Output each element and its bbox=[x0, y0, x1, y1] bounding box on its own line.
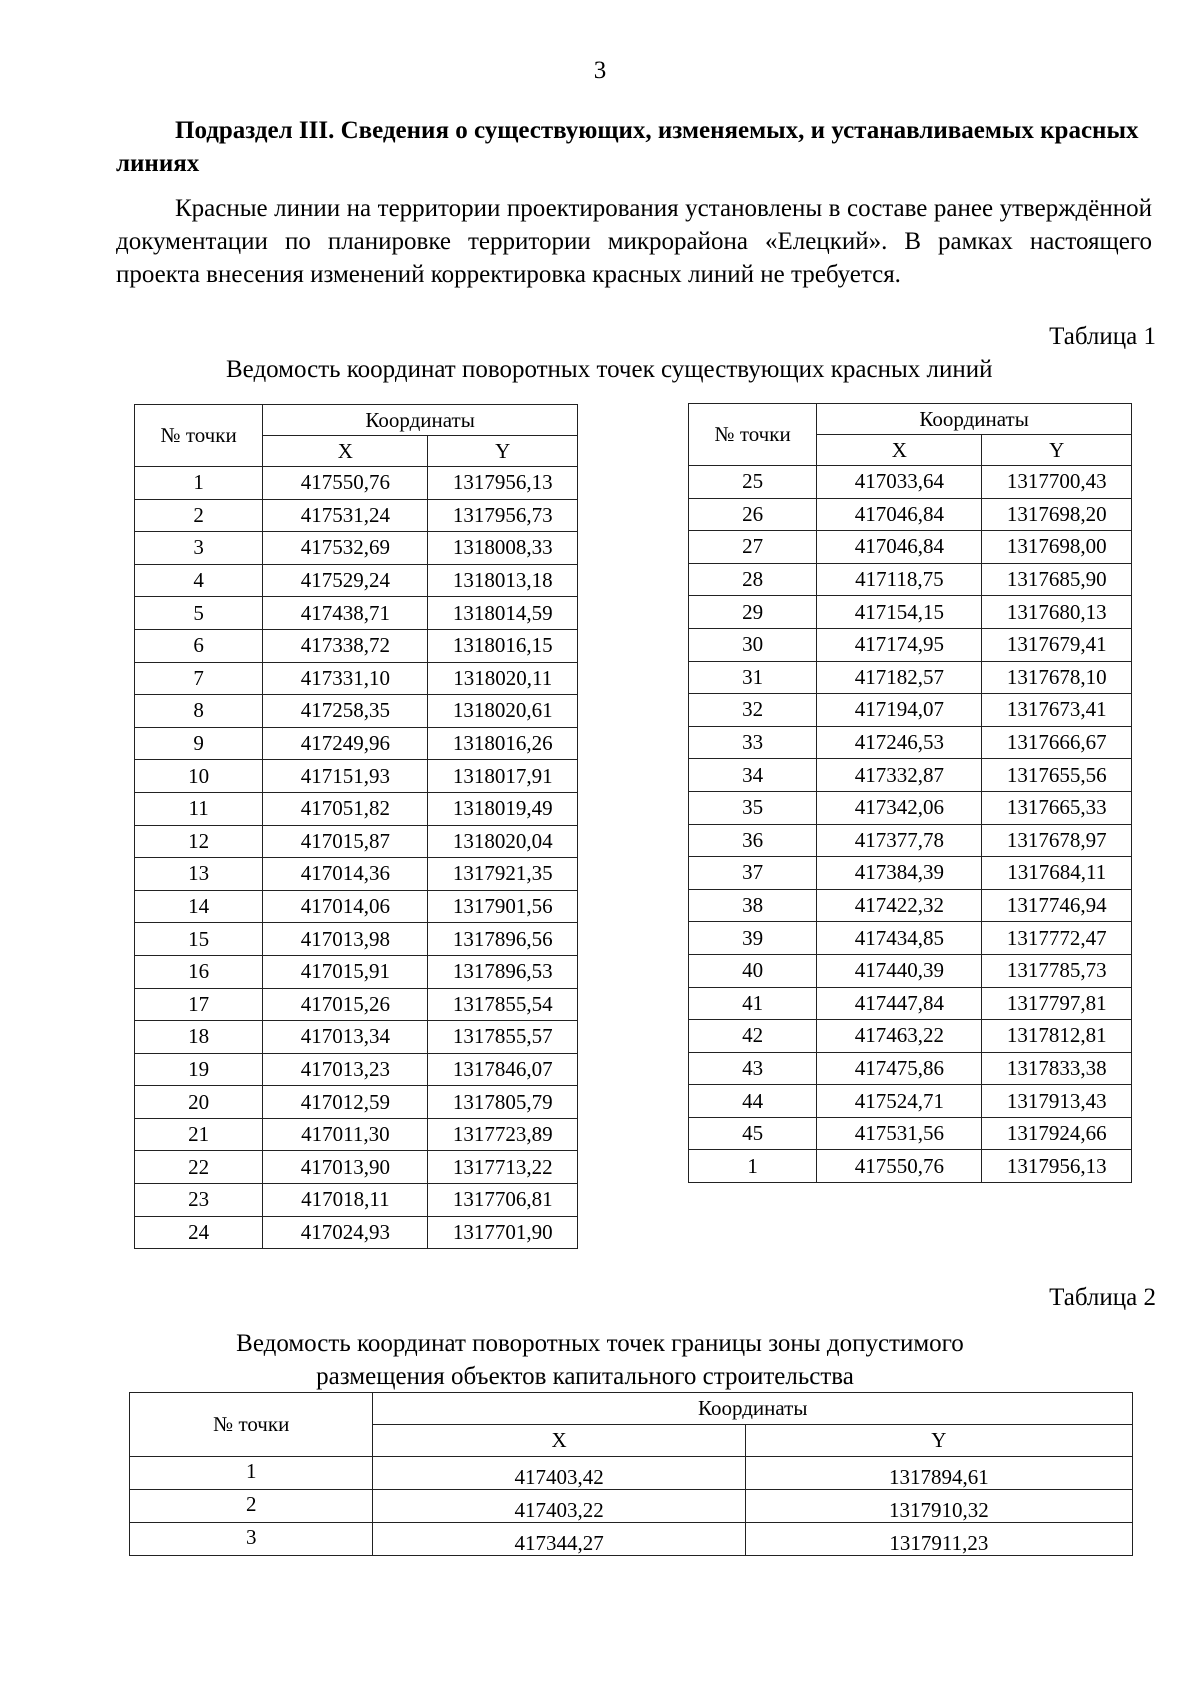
x-coordinate-cell: 417015,91 bbox=[263, 955, 428, 988]
y-coordinate-cell: 1317956,73 bbox=[428, 499, 578, 532]
table-row bbox=[135, 825, 578, 858]
y-coordinate-cell: 1317684,11 bbox=[982, 857, 1132, 890]
y-coordinate-cell: 1317896,56 bbox=[428, 923, 578, 956]
x-coordinate-cell: 417018,11 bbox=[263, 1184, 428, 1217]
x-coordinate-cell: 417051,82 bbox=[263, 792, 428, 825]
y-coordinate-cell: 1317673,41 bbox=[982, 694, 1132, 727]
x-coordinate-cell: 417403,42 bbox=[373, 1457, 745, 1490]
x-coordinate-cell: 417463,22 bbox=[817, 1020, 982, 1053]
header-y: Y bbox=[745, 1425, 1132, 1457]
x-coordinate-cell: 417332,87 bbox=[817, 759, 982, 792]
table-row bbox=[135, 629, 578, 662]
table2-caption: Таблица 2 bbox=[1049, 1284, 1156, 1311]
y-coordinate-cell: 1317698,20 bbox=[982, 498, 1132, 531]
table-row bbox=[135, 1021, 578, 1054]
point-number-cell: 8 bbox=[135, 695, 263, 728]
point-number-cell: 9 bbox=[135, 727, 263, 760]
point-number-cell: 45 bbox=[689, 1117, 817, 1150]
x-coordinate-cell: 417403,22 bbox=[373, 1490, 745, 1523]
x-coordinate-cell: 417194,07 bbox=[817, 694, 982, 727]
x-coordinate-cell: 417249,96 bbox=[263, 727, 428, 760]
y-coordinate-cell: 1318020,61 bbox=[428, 695, 578, 728]
point-number-cell: 41 bbox=[689, 987, 817, 1020]
point-number-cell: 2 bbox=[135, 499, 263, 532]
table-row bbox=[689, 954, 1132, 987]
table-row bbox=[135, 597, 578, 630]
x-coordinate-cell: 417338,72 bbox=[263, 629, 428, 662]
x-coordinate-cell: 417377,78 bbox=[817, 824, 982, 857]
table-row bbox=[689, 661, 1132, 694]
point-number-cell: 21 bbox=[135, 1118, 263, 1151]
x-coordinate-cell: 417258,35 bbox=[263, 695, 428, 728]
header-y: Y bbox=[982, 435, 1132, 466]
header-x: X bbox=[817, 435, 982, 466]
point-number-cell: 27 bbox=[689, 531, 817, 564]
y-coordinate-cell: 1317713,22 bbox=[428, 1151, 578, 1184]
x-coordinate-cell: 417033,64 bbox=[817, 466, 982, 499]
table1-title: Ведомость координат поворотных точек существующих красных линий bbox=[226, 356, 993, 383]
table-row bbox=[135, 760, 578, 793]
y-coordinate-cell: 1318020,04 bbox=[428, 825, 578, 858]
y-coordinate-cell: 1317956,13 bbox=[428, 467, 578, 500]
table-row bbox=[135, 955, 578, 988]
point-number-cell: 24 bbox=[135, 1216, 263, 1249]
table-row bbox=[689, 531, 1132, 564]
x-coordinate-cell: 417174,95 bbox=[817, 628, 982, 661]
table-row bbox=[135, 727, 578, 760]
point-number-cell: 43 bbox=[689, 1052, 817, 1085]
header-point: № точки bbox=[130, 1393, 373, 1457]
header-point: № точки bbox=[135, 405, 263, 467]
y-coordinate-cell: 1317698,00 bbox=[982, 531, 1132, 564]
x-coordinate-cell: 417524,71 bbox=[817, 1085, 982, 1118]
x-coordinate-cell: 417013,34 bbox=[263, 1021, 428, 1054]
point-number-cell: 33 bbox=[689, 726, 817, 759]
y-coordinate-cell: 1318019,49 bbox=[428, 792, 578, 825]
y-coordinate-cell: 1318016,15 bbox=[428, 629, 578, 662]
y-coordinate-cell: 1317655,56 bbox=[982, 759, 1132, 792]
table-row bbox=[689, 1117, 1132, 1150]
table-row bbox=[135, 1053, 578, 1086]
table-row bbox=[135, 858, 578, 891]
table1-caption: Таблица 1 bbox=[1049, 323, 1156, 350]
point-number-cell: 5 bbox=[135, 597, 263, 630]
x-coordinate-cell: 417013,98 bbox=[263, 923, 428, 956]
point-number-cell: 44 bbox=[689, 1085, 817, 1118]
y-coordinate-cell: 1317910,32 bbox=[745, 1490, 1132, 1523]
y-coordinate-cell: 1317785,73 bbox=[982, 954, 1132, 987]
point-number-cell: 38 bbox=[689, 889, 817, 922]
x-coordinate-cell: 417011,30 bbox=[263, 1118, 428, 1151]
y-coordinate-cell: 1317896,53 bbox=[428, 955, 578, 988]
point-number-cell: 23 bbox=[135, 1184, 263, 1217]
point-number-cell: 3 bbox=[130, 1523, 373, 1556]
x-coordinate-cell: 417434,85 bbox=[817, 922, 982, 955]
table-row bbox=[135, 1184, 578, 1217]
table-row bbox=[689, 1085, 1132, 1118]
y-coordinate-cell: 1317700,43 bbox=[982, 466, 1132, 499]
y-coordinate-cell: 1317855,57 bbox=[428, 1021, 578, 1054]
y-coordinate-cell: 1317678,97 bbox=[982, 824, 1132, 857]
point-number-cell: 37 bbox=[689, 857, 817, 890]
y-coordinate-cell: 1317911,23 bbox=[745, 1523, 1132, 1556]
y-coordinate-cell: 1317746,94 bbox=[982, 889, 1132, 922]
y-coordinate-cell: 1317679,41 bbox=[982, 628, 1132, 661]
point-number-cell: 15 bbox=[135, 923, 263, 956]
table-row bbox=[135, 923, 578, 956]
x-coordinate-cell: 417344,27 bbox=[373, 1523, 745, 1556]
point-number-cell: 25 bbox=[689, 466, 817, 499]
point-number-cell: 20 bbox=[135, 1086, 263, 1119]
y-coordinate-cell: 1317913,43 bbox=[982, 1085, 1132, 1118]
table-row bbox=[689, 694, 1132, 727]
x-coordinate-cell: 417024,93 bbox=[263, 1216, 428, 1249]
y-coordinate-cell: 1317846,07 bbox=[428, 1053, 578, 1086]
table-row bbox=[135, 1216, 578, 1249]
table-row bbox=[130, 1490, 1133, 1523]
table-row bbox=[689, 889, 1132, 922]
table-row bbox=[689, 563, 1132, 596]
y-coordinate-cell: 1317921,35 bbox=[428, 858, 578, 891]
y-coordinate-cell: 1317772,47 bbox=[982, 922, 1132, 955]
table-row bbox=[689, 857, 1132, 890]
table-row bbox=[135, 695, 578, 728]
header-coordinates: Координаты bbox=[263, 405, 578, 436]
y-coordinate-cell: 1317894,61 bbox=[745, 1457, 1132, 1490]
x-coordinate-cell: 417447,84 bbox=[817, 987, 982, 1020]
x-coordinate-cell: 417550,76 bbox=[817, 1150, 982, 1183]
header-coordinates: Координаты bbox=[817, 404, 1132, 435]
y-coordinate-cell: 1317665,33 bbox=[982, 791, 1132, 824]
header-x: X bbox=[263, 436, 428, 467]
x-coordinate-cell: 417151,93 bbox=[263, 760, 428, 793]
table-row bbox=[689, 1150, 1132, 1183]
point-number-cell: 22 bbox=[135, 1151, 263, 1184]
y-coordinate-cell: 1317685,90 bbox=[982, 563, 1132, 596]
y-coordinate-cell: 1317666,67 bbox=[982, 726, 1132, 759]
y-coordinate-cell: 1317678,10 bbox=[982, 661, 1132, 694]
table-row bbox=[135, 890, 578, 923]
table-row bbox=[130, 1523, 1133, 1556]
table2 bbox=[129, 1392, 1133, 1556]
section-heading: Подраздел III. Сведения о существующих, изменяемых, и устанавливаемых красных линиях bbox=[116, 117, 1139, 177]
y-coordinate-cell: 1318014,59 bbox=[428, 597, 578, 630]
table-row bbox=[689, 498, 1132, 531]
x-coordinate-cell: 417422,32 bbox=[817, 889, 982, 922]
x-coordinate-cell: 417012,59 bbox=[263, 1086, 428, 1119]
y-coordinate-cell: 1317706,81 bbox=[428, 1184, 578, 1217]
intro-paragraph: Красные линии на территории проектирования установлены в составе ранее утверждённой документации по планировке территории микрорайона «Елецкий». В рамках настоящего проекта внесения изменений корректировка красных линий не требуется. bbox=[116, 195, 1152, 288]
table-row bbox=[689, 1052, 1132, 1085]
x-coordinate-cell: 417182,57 bbox=[817, 661, 982, 694]
x-coordinate-cell: 417531,24 bbox=[263, 499, 428, 532]
table1-right bbox=[688, 403, 1132, 1183]
point-number-cell: 13 bbox=[135, 858, 263, 891]
table-row bbox=[135, 1118, 578, 1151]
point-number-cell: 42 bbox=[689, 1020, 817, 1053]
point-number-cell: 35 bbox=[689, 791, 817, 824]
y-coordinate-cell: 1318008,33 bbox=[428, 532, 578, 565]
y-coordinate-cell: 1318013,18 bbox=[428, 564, 578, 597]
table-row bbox=[689, 824, 1132, 857]
x-coordinate-cell: 417529,24 bbox=[263, 564, 428, 597]
table-row bbox=[135, 467, 578, 500]
y-coordinate-cell: 1317833,38 bbox=[982, 1052, 1132, 1085]
table-row bbox=[135, 988, 578, 1021]
header-coordinates: Координаты bbox=[373, 1393, 1133, 1425]
table2-title-line2: размещения объектов капитального строительства bbox=[316, 1363, 854, 1390]
point-number-cell: 3 bbox=[135, 532, 263, 565]
x-coordinate-cell: 417384,39 bbox=[817, 857, 982, 890]
y-coordinate-cell: 1317723,89 bbox=[428, 1118, 578, 1151]
point-number-cell: 7 bbox=[135, 662, 263, 695]
table-row bbox=[135, 1151, 578, 1184]
table-row bbox=[135, 564, 578, 597]
point-number-cell: 4 bbox=[135, 564, 263, 597]
table-row bbox=[135, 662, 578, 695]
point-number-cell: 17 bbox=[135, 988, 263, 1021]
point-number-cell: 14 bbox=[135, 890, 263, 923]
table-row bbox=[689, 791, 1132, 824]
table-row bbox=[130, 1457, 1133, 1490]
table2-title-line1: Ведомость координат поворотных точек границы зоны допустимого bbox=[236, 1330, 964, 1357]
point-number-cell: 34 bbox=[689, 759, 817, 792]
point-number-cell: 11 bbox=[135, 792, 263, 825]
table-row bbox=[689, 726, 1132, 759]
table-row bbox=[689, 596, 1132, 629]
table-row bbox=[689, 759, 1132, 792]
x-coordinate-cell: 417013,90 bbox=[263, 1151, 428, 1184]
y-coordinate-cell: 1317701,90 bbox=[428, 1216, 578, 1249]
y-coordinate-cell: 1317956,13 bbox=[982, 1150, 1132, 1183]
point-number-cell: 31 bbox=[689, 661, 817, 694]
x-coordinate-cell: 417440,39 bbox=[817, 954, 982, 987]
point-number-cell: 1 bbox=[689, 1150, 817, 1183]
x-coordinate-cell: 417118,75 bbox=[817, 563, 982, 596]
point-number-cell: 28 bbox=[689, 563, 817, 596]
table-row bbox=[689, 922, 1132, 955]
point-number-cell: 32 bbox=[689, 694, 817, 727]
x-coordinate-cell: 417014,06 bbox=[263, 890, 428, 923]
point-number-cell: 19 bbox=[135, 1053, 263, 1086]
x-coordinate-cell: 417331,10 bbox=[263, 662, 428, 695]
header-x: X bbox=[373, 1425, 745, 1457]
point-number-cell: 39 bbox=[689, 922, 817, 955]
point-number-cell: 36 bbox=[689, 824, 817, 857]
x-coordinate-cell: 417550,76 bbox=[263, 467, 428, 500]
x-coordinate-cell: 417532,69 bbox=[263, 532, 428, 565]
y-coordinate-cell: 1318016,26 bbox=[428, 727, 578, 760]
point-number-cell: 16 bbox=[135, 955, 263, 988]
x-coordinate-cell: 417013,23 bbox=[263, 1053, 428, 1086]
table2-title bbox=[0, 1327, 1200, 1393]
table-row bbox=[135, 1086, 578, 1119]
table-row bbox=[689, 987, 1132, 1020]
table-row bbox=[689, 1020, 1132, 1053]
x-coordinate-cell: 417014,36 bbox=[263, 858, 428, 891]
page-number: 3 bbox=[593, 57, 607, 84]
point-number-cell: 2 bbox=[130, 1490, 373, 1523]
header-point: № точки bbox=[689, 404, 817, 466]
table-row bbox=[135, 792, 578, 825]
table-row bbox=[135, 532, 578, 565]
point-number-cell: 1 bbox=[130, 1457, 373, 1490]
y-coordinate-cell: 1317855,54 bbox=[428, 988, 578, 1021]
y-coordinate-cell: 1318017,91 bbox=[428, 760, 578, 793]
point-number-cell: 29 bbox=[689, 596, 817, 629]
point-number-cell: 6 bbox=[135, 629, 263, 662]
x-coordinate-cell: 417154,15 bbox=[817, 596, 982, 629]
table-row bbox=[689, 466, 1132, 499]
x-coordinate-cell: 417046,84 bbox=[817, 498, 982, 531]
x-coordinate-cell: 417015,26 bbox=[263, 988, 428, 1021]
point-number-cell: 12 bbox=[135, 825, 263, 858]
y-coordinate-cell: 1317680,13 bbox=[982, 596, 1132, 629]
y-coordinate-cell: 1318020,11 bbox=[428, 662, 578, 695]
y-coordinate-cell: 1317924,66 bbox=[982, 1117, 1132, 1150]
y-coordinate-cell: 1317797,81 bbox=[982, 987, 1132, 1020]
point-number-cell: 30 bbox=[689, 628, 817, 661]
y-coordinate-cell: 1317901,56 bbox=[428, 890, 578, 923]
header-y: Y bbox=[428, 436, 578, 467]
x-coordinate-cell: 417046,84 bbox=[817, 531, 982, 564]
table-row bbox=[135, 499, 578, 532]
point-number-cell: 26 bbox=[689, 498, 817, 531]
table-row bbox=[689, 628, 1132, 661]
table1-left bbox=[134, 404, 578, 1249]
x-coordinate-cell: 417246,53 bbox=[817, 726, 982, 759]
x-coordinate-cell: 417015,87 bbox=[263, 825, 428, 858]
point-number-cell: 1 bbox=[135, 467, 263, 500]
x-coordinate-cell: 417531,56 bbox=[817, 1117, 982, 1150]
point-number-cell: 40 bbox=[689, 954, 817, 987]
x-coordinate-cell: 417475,86 bbox=[817, 1052, 982, 1085]
y-coordinate-cell: 1317812,81 bbox=[982, 1020, 1132, 1053]
point-number-cell: 10 bbox=[135, 760, 263, 793]
x-coordinate-cell: 417438,71 bbox=[263, 597, 428, 630]
y-coordinate-cell: 1317805,79 bbox=[428, 1086, 578, 1119]
x-coordinate-cell: 417342,06 bbox=[817, 791, 982, 824]
point-number-cell: 18 bbox=[135, 1021, 263, 1054]
